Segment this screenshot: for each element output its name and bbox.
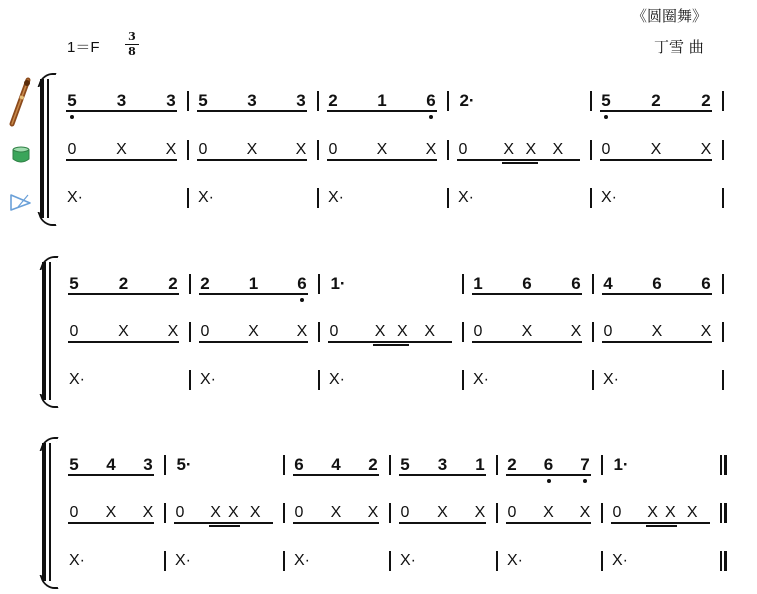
- drum-sixteenth: X: [424, 323, 436, 340]
- barline: [592, 370, 594, 390]
- drum-beam: [328, 341, 452, 343]
- drum-beat: X: [142, 504, 154, 521]
- melody-note: 3: [116, 91, 127, 110]
- drum-beat: 0: [294, 504, 304, 521]
- melody-note: 6: [571, 274, 581, 293]
- barline: [722, 91, 724, 111]
- drum-beam: [197, 159, 307, 161]
- barline: [187, 91, 189, 111]
- octave-dot-below: [70, 115, 74, 119]
- final-barline-thick: [724, 455, 727, 475]
- melody-note: 5: [198, 91, 208, 110]
- melody-note-dotted: 1·: [613, 455, 629, 474]
- drum-beam: [199, 341, 308, 343]
- octave-dot-below: [547, 479, 551, 483]
- drum-sixteenth: X: [525, 141, 537, 158]
- melody-note: 4: [331, 455, 341, 474]
- melody-note: 1: [377, 91, 387, 110]
- melody-note-dotted: 1·: [330, 274, 346, 293]
- final-barline: [720, 455, 722, 475]
- melody-note: 3: [296, 91, 306, 110]
- drum-sixteenth: X: [552, 141, 564, 158]
- melody-note: 2: [118, 274, 129, 293]
- drum-sixteenth: X: [374, 323, 386, 340]
- system-bracket-line: [49, 262, 51, 400]
- barline: [601, 551, 603, 571]
- drum-sixteenth: X: [228, 504, 239, 521]
- barline: [447, 188, 449, 208]
- drum-sixteenth: X: [503, 141, 514, 158]
- barline: [462, 370, 464, 390]
- barline: [462, 322, 464, 342]
- barline: [318, 370, 320, 390]
- barline: [496, 503, 498, 523]
- sixteenth-beam-2: [646, 525, 678, 527]
- eighth-beam: [66, 110, 177, 112]
- drum-rest: 0: [329, 323, 339, 340]
- melody-note: 6: [701, 274, 711, 293]
- barline: [164, 455, 166, 475]
- melody-note: 2: [368, 455, 378, 474]
- drum-beam: [457, 159, 580, 161]
- time-denominator: 8: [128, 45, 136, 58]
- melody-note: 1: [473, 274, 483, 293]
- drum-beat: X: [296, 323, 308, 340]
- triangle-beat: X·: [458, 189, 474, 206]
- barline: [283, 503, 285, 523]
- triangle-beat: X·: [329, 371, 345, 388]
- melody-note: 6: [426, 91, 436, 110]
- sixteenth-beam-2: [502, 162, 538, 164]
- drum-beat: X: [295, 141, 307, 158]
- octave-dot-below: [429, 115, 433, 119]
- sixteenth-beam-2: [373, 344, 409, 346]
- drum-beam: [66, 159, 177, 161]
- melody-note: 2: [701, 91, 711, 110]
- barline: [164, 503, 166, 523]
- barline: [189, 370, 191, 390]
- barline: [722, 274, 724, 294]
- drum-beat: X: [521, 323, 533, 340]
- eighth-beam: [293, 474, 379, 476]
- drum-beat: X: [248, 323, 259, 340]
- barline: [601, 455, 603, 475]
- drum-beat: X: [700, 141, 712, 158]
- triangle-beat: X·: [612, 552, 628, 569]
- drum-beat: X: [165, 141, 177, 158]
- drum-beat: X: [116, 141, 127, 158]
- barline: [283, 551, 285, 571]
- system-bracket-line: [49, 443, 51, 581]
- eighth-beam: [197, 110, 307, 112]
- drum-beam: [327, 159, 437, 161]
- barline: [447, 91, 449, 111]
- drum-beat: 0: [200, 323, 210, 340]
- drum-beat: 0: [473, 323, 483, 340]
- barline: [722, 370, 724, 390]
- drum-beat: 0: [507, 504, 517, 521]
- melody-note: 5: [69, 274, 79, 293]
- melody-note: 1: [248, 274, 259, 293]
- barline: [317, 140, 319, 160]
- barline: [318, 274, 320, 294]
- barline: [722, 322, 724, 342]
- triangle-beat: X·: [69, 371, 85, 388]
- bracket-top-hook: [39, 256, 58, 270]
- melody-note: 6: [522, 274, 532, 293]
- melody-note-dotted: 5·: [176, 455, 192, 474]
- barline: [187, 188, 189, 208]
- drum-rest: 0: [458, 141, 468, 158]
- final-barline: [720, 551, 722, 571]
- melody-note: 3: [166, 91, 176, 110]
- melody-note: 4: [603, 274, 613, 293]
- bracket-bottom-hook: [39, 575, 58, 589]
- melody-note: 3: [437, 455, 448, 474]
- barline: [389, 455, 391, 475]
- drum-beat: X: [700, 323, 712, 340]
- drum-beat: X: [570, 323, 582, 340]
- drum-beat: X: [376, 141, 388, 158]
- melody-note: 6: [543, 455, 554, 474]
- barline: [722, 140, 724, 160]
- final-barline: [720, 503, 722, 523]
- barline: [187, 140, 189, 160]
- drum-beam: [506, 522, 591, 524]
- eighth-beam: [600, 110, 712, 112]
- drum-beat: 0: [69, 504, 79, 521]
- drum-beat: X: [650, 141, 662, 158]
- final-barline-thick: [724, 551, 727, 571]
- barline: [317, 188, 319, 208]
- barline: [592, 274, 594, 294]
- triangle-beat: X·: [175, 552, 191, 569]
- system-bracket: [42, 262, 46, 400]
- octave-dot-below: [300, 298, 304, 302]
- triangle-beat: X·: [198, 189, 214, 206]
- key-signature: 1＝F: [67, 39, 100, 56]
- eighth-beam: [602, 293, 712, 295]
- triangle-beat: X·: [603, 371, 619, 388]
- drum-beat: X: [474, 504, 486, 521]
- melody-note: 2: [507, 455, 517, 474]
- drum-rest: 0: [612, 504, 622, 521]
- drum-beat: X: [651, 323, 663, 340]
- melody-note: 5: [400, 455, 410, 474]
- drum-beat: X: [118, 323, 129, 340]
- drum-beat: X: [579, 504, 591, 521]
- barline: [447, 140, 449, 160]
- drum-beat: 0: [69, 323, 79, 340]
- drum-sixteenth: X: [665, 504, 676, 521]
- drum-beat: X: [330, 504, 342, 521]
- melody-note: 3: [143, 455, 153, 474]
- triangle-beat: X·: [294, 552, 310, 569]
- melody-note: 2: [168, 274, 178, 293]
- barline: [389, 551, 391, 571]
- eighth-beam: [199, 293, 308, 295]
- barline: [590, 188, 592, 208]
- barline: [590, 91, 592, 111]
- drum-beat: 0: [601, 141, 611, 158]
- drum-beam: [174, 522, 273, 524]
- barline: [164, 551, 166, 571]
- triangle-beat: X·: [473, 371, 489, 388]
- drum-beat: X: [105, 504, 117, 521]
- octave-dot-below: [583, 479, 587, 483]
- melody-note: 5: [601, 91, 611, 110]
- final-barline-thick: [724, 503, 727, 523]
- drum-beat: 0: [198, 141, 208, 158]
- drum-sixteenth: X: [397, 323, 408, 340]
- drum-beam: [611, 522, 710, 524]
- drum-beam: [68, 341, 179, 343]
- drum-sixteenth: X: [210, 504, 221, 521]
- system-bracket: [40, 79, 44, 218]
- drum-sixteenth: X: [249, 504, 261, 521]
- triangle-beat: X·: [200, 371, 216, 388]
- melody-note: 2: [328, 91, 338, 110]
- system-bracket: [42, 443, 46, 581]
- melody-note: 7: [580, 455, 590, 474]
- drum-beat: X: [246, 141, 258, 158]
- piece-title: 《圆圈舞》: [632, 7, 708, 25]
- drum-beat: X: [367, 504, 379, 521]
- barline: [189, 322, 191, 342]
- barline: [496, 455, 498, 475]
- triangle-beat: X·: [400, 552, 416, 569]
- bracket-bottom-hook: [37, 212, 56, 226]
- barline: [590, 140, 592, 160]
- triangle-beat: X·: [69, 552, 85, 569]
- melody-note: 6: [297, 274, 307, 293]
- drum-beam: [602, 341, 712, 343]
- melody-note: 4: [106, 455, 116, 474]
- eighth-beam: [327, 110, 437, 112]
- drum-beam: [399, 522, 486, 524]
- eighth-beam: [68, 474, 154, 476]
- drum-beam: [600, 159, 712, 161]
- drum-beam: [472, 341, 582, 343]
- melody-note: 1: [475, 455, 485, 474]
- barline: [283, 455, 285, 475]
- drum-beat: X: [543, 504, 554, 521]
- barline: [722, 188, 724, 208]
- melody-note: 3: [247, 91, 257, 110]
- eighth-beam: [399, 474, 486, 476]
- composer-credit: 丁雪 曲: [654, 38, 704, 56]
- drum-sixteenth: X: [686, 504, 698, 521]
- drum-beat: 0: [328, 141, 338, 158]
- barline: [592, 322, 594, 342]
- eighth-beam: [68, 293, 179, 295]
- barline: [389, 503, 391, 523]
- melody-note: 6: [652, 274, 662, 293]
- eighth-beam: [506, 474, 591, 476]
- drum-sixteenth: X: [647, 504, 658, 521]
- melody-note: 5: [69, 455, 79, 474]
- triangle-beat: X·: [601, 189, 617, 206]
- bracket-bottom-hook: [39, 394, 58, 408]
- drum-beat: 0: [400, 504, 410, 521]
- drum-beat: X: [437, 504, 448, 521]
- melody-note: 2: [651, 91, 661, 110]
- time-numerator: 3: [128, 30, 136, 43]
- barline: [317, 91, 319, 111]
- drum-beam: [293, 522, 379, 524]
- triangle-beat: X·: [67, 189, 83, 206]
- drum-beam: [68, 522, 154, 524]
- melody-note: 2: [200, 274, 210, 293]
- triangle-beat: X·: [507, 552, 523, 569]
- drum-beat: X: [167, 323, 179, 340]
- barline: [601, 503, 603, 523]
- sixteenth-beam-2: [209, 525, 241, 527]
- bracket-top-hook: [37, 73, 56, 87]
- melody-note-dotted: 2·: [459, 91, 475, 110]
- eighth-beam: [472, 293, 582, 295]
- triangle-beat: X·: [328, 189, 344, 206]
- barline: [189, 274, 191, 294]
- melody-note: 6: [294, 455, 304, 474]
- bracket-top-hook: [39, 437, 58, 451]
- barline: [318, 322, 320, 342]
- barline: [462, 274, 464, 294]
- barline: [496, 551, 498, 571]
- drum-beat: 0: [67, 141, 77, 158]
- system-bracket-line: [47, 79, 49, 218]
- melody-note: 5: [67, 91, 77, 110]
- drum-beat: X: [425, 141, 437, 158]
- drum-rest: 0: [175, 504, 185, 521]
- drum-beat: 0: [603, 323, 613, 340]
- octave-dot-below: [604, 115, 608, 119]
